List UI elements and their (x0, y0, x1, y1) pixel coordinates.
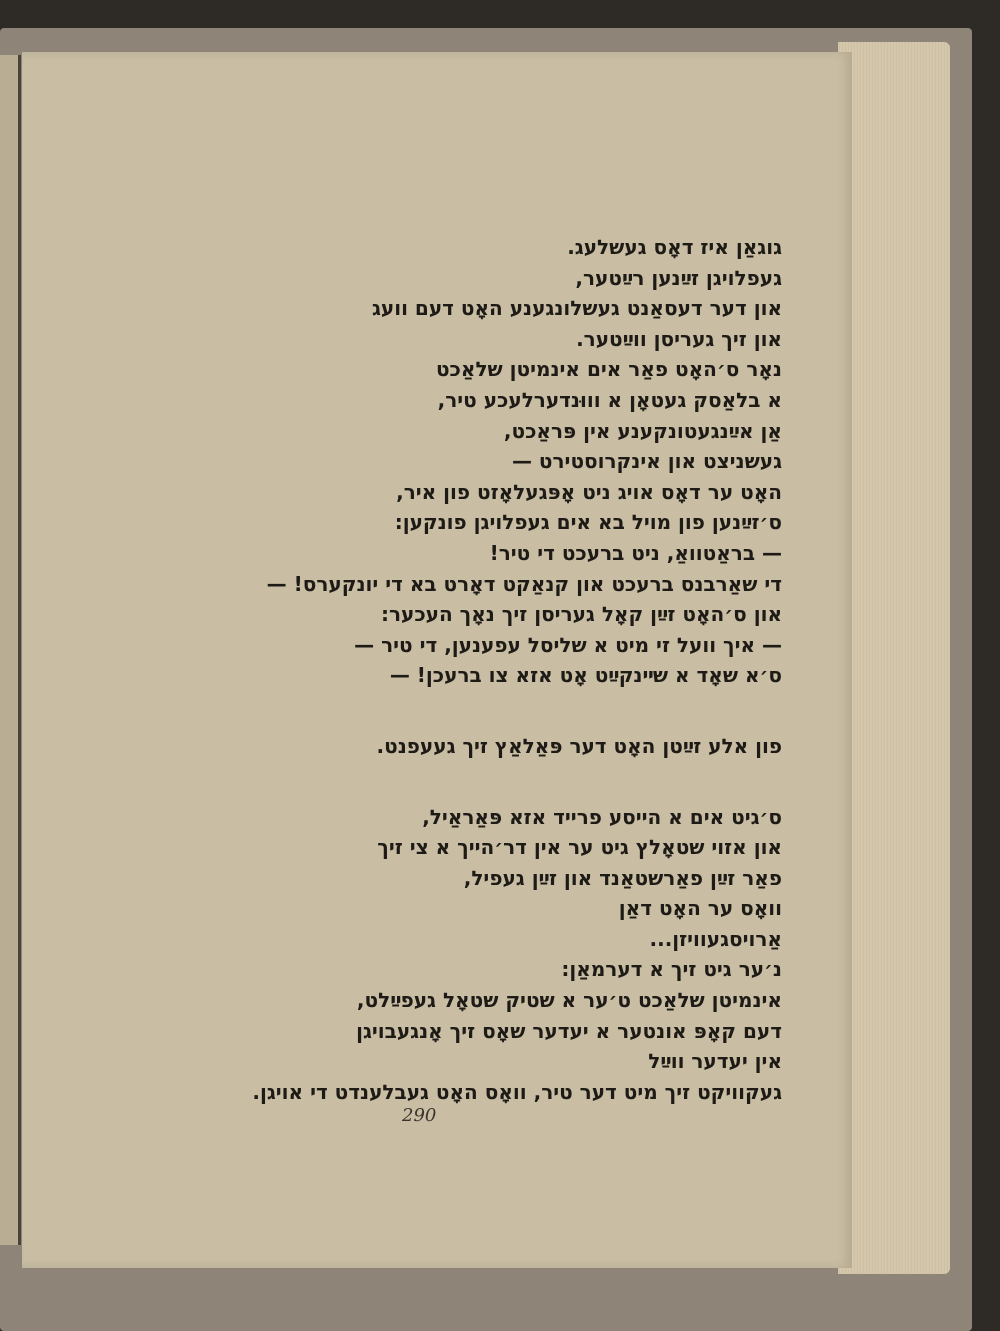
text-line: נאָר ס׳האָט פאַר אים אינמיטן שלאַכט (435, 357, 782, 382)
text-line: פון אלע זײַטן האָט דער פּאַלאַץ זיך געעפנט. (376, 733, 782, 758)
text-line: אינמיטן שלאַכט ט׳ער א שטיק שטאָל געפײַלט, (356, 988, 782, 1013)
text-line: און אזוי שטאָלץ גיט ער אין דר׳הייך א צי זיך (377, 835, 782, 860)
text-line: וואָס ער האָט דאַן (618, 896, 782, 921)
text-line: — בראַטוואַ, ניט ברעכט די טיר! (489, 540, 782, 565)
poem-text (172, 232, 782, 1107)
text-line: ס׳גיט אים א הייסע פרייד אזא פּאַראַיל, (422, 804, 782, 829)
page-number: 290 (402, 1105, 437, 1126)
book-page (22, 52, 852, 1268)
stanza-break (172, 691, 782, 731)
left-page-edge (0, 55, 21, 1245)
text-line: געשניצט און אינקרוסטירט — (511, 449, 782, 474)
text-line: האָט ער דאָס אויג ניט אָפּגעלאָזט פון איר, (396, 479, 782, 504)
text-line: געקוויקט זיך מיט דער טיר, וואָס האָט געבלענדט די אויגן. (252, 1079, 782, 1104)
text-line: און דער דעסאַנט געשלונגענע האָט דעם וועג (371, 296, 782, 321)
text-line: גוגאַן איז דאָס געשלעג. (567, 235, 782, 259)
stanza-break (172, 762, 782, 802)
text-line: אין יעדער ווײַל (648, 1049, 782, 1074)
text-line: און זיך געריסן ווײַטער. (576, 326, 782, 351)
text-line: נ׳ער גיט זיך א דערמאַן: (561, 957, 782, 982)
text-line: און ס׳האָט זײַן קאָל געריסן זיך נאָך העכער: (380, 602, 782, 627)
text-line: אַן אײַנגעטונקענע אין פּראַכט, (503, 418, 782, 443)
text-line: ס׳א שאָד א שײנקײַט אָט אזא צו ברעכן! — (389, 663, 782, 688)
page-stack-edge (838, 42, 950, 1274)
text-line: — איך וועל זי מיט א שליסל עפענען, די טיר — (354, 632, 782, 657)
text-line: א בלאַסק געטאָן א וווּנדערלעכע טיר, (437, 387, 782, 412)
text-line: אַרויסגעוויזן... (649, 926, 782, 951)
text-line: געפלויגן זײַנען רײַטער, (575, 265, 782, 290)
text-line: די שאַרבנס ברעכט און קנאַקט דאָרט בא די יונקערס! — (266, 571, 782, 596)
text-line: דעם קאָפּ אונטער א יעדער שאָס זיך אָנגעבויגן (356, 1018, 782, 1043)
text-line: פאַר זײַן פאַרשטאַנד און זײַן געפיל, (463, 865, 782, 890)
text-line: ס׳זײַנען פון מויל בא אים געפלויגן פונקען: (394, 510, 782, 535)
